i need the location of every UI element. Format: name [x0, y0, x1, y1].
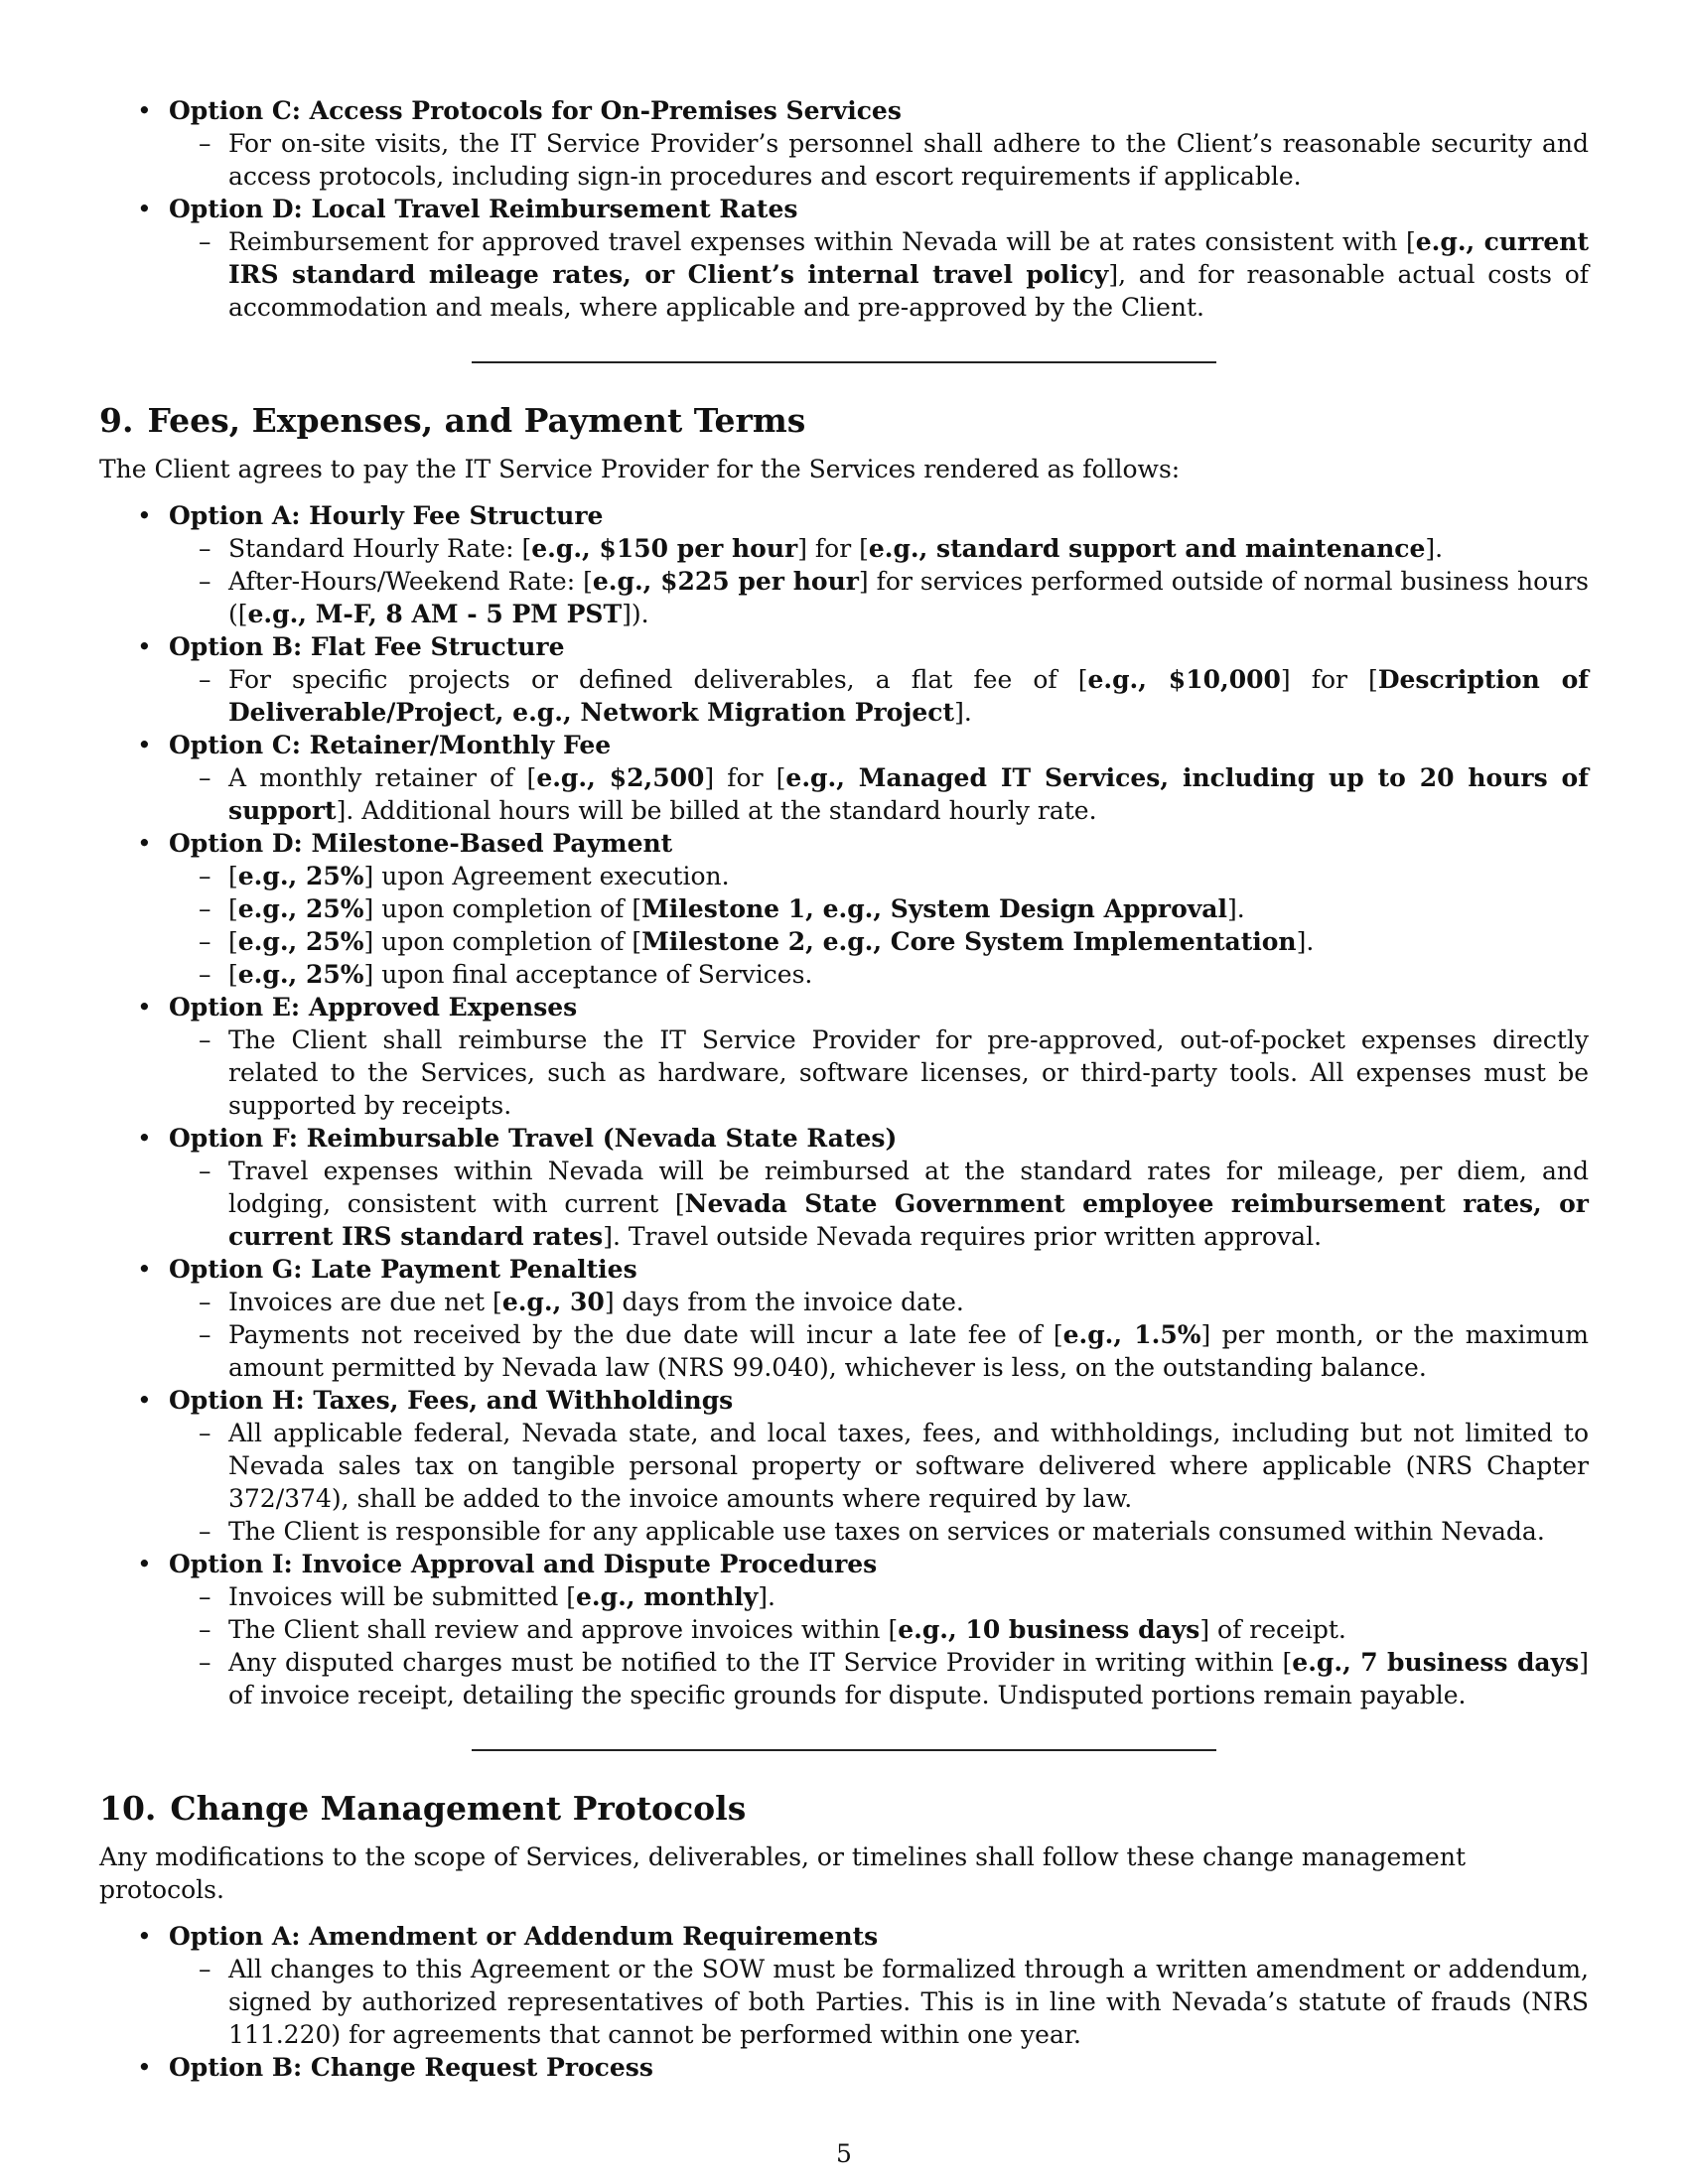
option-detail — [99, 1953, 1589, 2051]
detail-text: [ — [228, 862, 238, 890]
option-title: Option D: Local Travel Reimbursement Rates — [169, 195, 798, 223]
bullet-icon: • — [137, 993, 152, 1022]
option-title: Option H: Taxes, Fees, and Withholdings — [169, 1386, 734, 1415]
detail-text: Standard Hourly Rate: [ — [228, 534, 532, 563]
placeholder-text: e.g., 25% — [237, 960, 364, 989]
bullet-icon: • — [137, 1255, 152, 1284]
bullet-icon: • — [137, 829, 152, 858]
placeholder-text: e.g., 7 business days — [1292, 1648, 1580, 1677]
detail-text: ]). — [622, 600, 649, 628]
bullet-icon: • — [137, 1386, 152, 1415]
placeholder-text: e.g., 30 — [501, 1288, 605, 1316]
dash-icon: – — [199, 1582, 211, 1611]
option-item — [99, 630, 1589, 663]
detail-text: ] for services performed outside of normal business hours ([ — [228, 567, 1589, 628]
bullet-icon: • — [137, 1550, 152, 1578]
document-page — [99, 94, 1589, 2084]
bullet-icon: • — [137, 1922, 152, 1951]
detail-text: [ — [228, 894, 238, 923]
option-detail — [99, 1580, 1589, 1613]
placeholder-text: Milestone 1, e.g., System Design Approval — [641, 894, 1227, 923]
option-title: Option C: Retainer/Monthly Fee — [169, 731, 612, 759]
dash-icon: – — [199, 1517, 211, 1546]
detail-text: ] upon completion of [ — [363, 927, 642, 956]
option-item — [99, 1122, 1589, 1155]
option-detail — [99, 225, 1589, 324]
placeholder-text: e.g., 25% — [237, 927, 364, 956]
option-detail — [99, 958, 1589, 991]
section-9-number: 9. — [99, 401, 134, 440]
section-9-heading — [99, 399, 1589, 443]
detail-text: ]. — [1296, 927, 1315, 956]
dash-icon: – — [199, 534, 211, 563]
detail-text: ]. Additional hours will be billed at the standard hourly rate. — [336, 796, 1097, 825]
dash-icon: – — [199, 1320, 211, 1349]
placeholder-text: e.g., $150 per hour — [531, 534, 798, 563]
option-item — [99, 991, 1589, 1024]
option-title: Option F: Reimbursable Travel (Nevada State Rates) — [169, 1124, 898, 1153]
section-10-title: Change Management Protocols — [170, 1789, 747, 1828]
bullet-icon: • — [137, 2053, 152, 2082]
detail-text: After-Hours/Weekend Rate: [ — [228, 567, 593, 596]
option-item — [99, 729, 1589, 761]
dash-icon: – — [199, 227, 211, 256]
detail-text: ] days from the invoice date. — [604, 1288, 964, 1316]
detail-text: ] upon final acceptance of Services. — [363, 960, 813, 989]
option-title: Option B: Flat Fee Structure — [169, 632, 565, 661]
option-detail — [99, 127, 1589, 193]
option-item — [99, 827, 1589, 860]
option-item — [99, 1920, 1589, 1953]
detail-text: ], and for reasonable actual costs of accommodation and meals, where applicable and pre-approved by the Client. — [228, 260, 1589, 322]
option-detail — [99, 663, 1589, 729]
bullet-icon: • — [137, 731, 152, 759]
detail-text: ] for [ — [797, 534, 869, 563]
detail-text: For specific projects or defined deliverables, a flat fee of [ — [228, 665, 1088, 694]
detail-text: ]. — [1425, 534, 1444, 563]
option-detail — [99, 1515, 1589, 1548]
placeholder-text: e.g., $2,500 — [536, 763, 705, 792]
option-title: Option B: Change Request Process — [169, 2053, 653, 2082]
dash-icon: – — [199, 567, 211, 596]
section-divider — [472, 1749, 1216, 1751]
bullet-icon: • — [137, 501, 152, 530]
placeholder-text: e.g., $10,000 — [1087, 665, 1281, 694]
top-options-list — [99, 94, 1589, 324]
option-item — [99, 193, 1589, 225]
section-9-options-list — [99, 499, 1589, 1711]
placeholder-text: e.g., M-F, 8 AM - 5 PM PST — [247, 600, 623, 628]
option-detail — [99, 761, 1589, 827]
placeholder-text: Description of Deliverable/Project, e.g., Network Migration Project — [228, 665, 1590, 727]
placeholder-text: e.g., $225 per hour — [592, 567, 859, 596]
option-detail — [99, 892, 1589, 925]
option-item — [99, 1548, 1589, 1580]
option-detail — [99, 1024, 1589, 1122]
detail-text: ]. Travel outside Nevada requires prior written approval. — [603, 1222, 1323, 1251]
bullet-icon: • — [137, 195, 152, 223]
option-title: Option E: Approved Expenses — [169, 993, 578, 1022]
option-detail — [99, 532, 1589, 565]
option-title: Option I: Invoice Approval and Dispute Procedures — [169, 1550, 878, 1578]
dash-icon: – — [199, 1157, 211, 1185]
section-9-title: Fees, Expenses, and Payment Terms — [147, 401, 806, 440]
option-title: Option D: Milestone-Based Payment — [169, 829, 673, 858]
detail-text: Reimbursement for approved travel expenses within Nevada will be at rates consistent with [ — [228, 227, 1416, 256]
option-item — [99, 1253, 1589, 1286]
placeholder-text: e.g., monthly — [576, 1582, 759, 1611]
section-10-heading — [99, 1787, 1589, 1831]
detail-text: [ — [228, 927, 238, 956]
detail-text: Payments not received by the due date will incur a late fee of [ — [228, 1320, 1063, 1349]
detail-text: ] of receipt. — [1199, 1615, 1346, 1644]
option-detail — [99, 860, 1589, 892]
detail-text: The Client is responsible for any applicable use taxes on services or materials consumed within Nevada. — [228, 1517, 1545, 1546]
page-number: 5 — [836, 2139, 852, 2168]
placeholder-text: Milestone 2, e.g., Core System Implementation — [641, 927, 1297, 956]
detail-text: The Client shall reimburse the IT Service Provider for pre-approved, out-of-pocket expenses directly related to the Services, such as hardware, software licenses, or third-party tools. All expenses must be supported by receipts. — [228, 1025, 1589, 1120]
placeholder-text: e.g., 1.5% — [1062, 1320, 1201, 1349]
dash-icon: – — [199, 960, 211, 989]
dash-icon: – — [199, 665, 211, 694]
detail-text: [ — [228, 960, 238, 989]
dash-icon: – — [199, 763, 211, 792]
option-title: Option G: Late Payment Penalties — [169, 1255, 637, 1284]
placeholder-text: e.g., 25% — [237, 894, 364, 923]
dash-icon: – — [199, 927, 211, 956]
detail-text: Invoices will be submitted [ — [228, 1582, 577, 1611]
placeholder-text: e.g., 10 business days — [898, 1615, 1200, 1644]
dash-icon: – — [199, 1419, 211, 1447]
option-item — [99, 1384, 1589, 1417]
option-item — [99, 94, 1589, 127]
section-10-number: 10. — [99, 1789, 157, 1828]
placeholder-text: e.g., Managed IT Services, including up to 20 hours of support — [228, 763, 1589, 825]
section-10-intro: Any modifications to the scope of Services, deliverables, or timelines shall follow these change management protocols. — [99, 1843, 1466, 1904]
option-detail — [99, 1646, 1589, 1711]
detail-text: ]. — [758, 1582, 775, 1611]
option-detail — [99, 1318, 1589, 1384]
option-title: Option C: Access Protocols for On-Premises Services — [169, 96, 902, 125]
detail-text: ]. — [1227, 894, 1245, 923]
option-title: Option A: Amendment or Addendum Requirements — [169, 1922, 879, 1951]
detail-text: ] upon Agreement execution. — [363, 862, 730, 890]
section-10-options-list — [99, 1920, 1589, 2084]
bullet-icon: • — [137, 632, 152, 661]
detail-text: A monthly retainer of [ — [228, 763, 537, 792]
detail-text: ] of invoice receipt, detailing the specific grounds for dispute. Undisputed portions remain payable. — [228, 1648, 1589, 1709]
bullet-icon: • — [137, 96, 152, 125]
option-item — [99, 499, 1589, 532]
dash-icon: – — [199, 1955, 211, 1983]
detail-text: The Client shall review and approve invoices within [ — [228, 1615, 899, 1644]
detail-text: ]. — [954, 698, 972, 727]
option-detail — [99, 925, 1589, 958]
detail-text: Any disputed charges must be notified to the IT Service Provider in writing within [ — [228, 1648, 1293, 1677]
bullet-icon: • — [137, 1124, 152, 1153]
option-item — [99, 2051, 1589, 2084]
placeholder-text: Nevada State Government employee reimbursement rates, or current IRS standard rates — [228, 1189, 1589, 1251]
dash-icon: – — [199, 1615, 211, 1644]
detail-text: All applicable federal, Nevada state, and local taxes, fees, and withholdings, including but not limited to Nevada sales tax on tangible personal property or software delivered where applicable (NRS Chapter 372/374), shall be added to the invoice amounts where required by law. — [228, 1419, 1589, 1513]
dash-icon: – — [199, 1648, 211, 1677]
option-detail — [99, 1613, 1589, 1646]
placeholder-text: e.g., current IRS standard mileage rates, or Client’s internal travel policy — [228, 227, 1590, 289]
option-detail — [99, 565, 1589, 630]
dash-icon: – — [199, 862, 211, 890]
dash-icon: – — [199, 1288, 211, 1316]
option-title: Option A: Hourly Fee Structure — [169, 501, 604, 530]
section-9-intro: The Client agrees to pay the IT Service Provider for the Services rendered as follows: — [99, 455, 1181, 483]
detail-text: For on-site visits, the IT Service Provider’s personnel shall adhere to the Client’s reasonable security and access protocols, including sign-in procedures and escort requirements if applicable. — [228, 129, 1589, 191]
section-divider — [472, 361, 1216, 363]
detail-text: All changes to this Agreement or the SOW must be formalized through a written amendment or addendum, signed by authorized representatives of both Parties. This is in line with Nevada’s statute of frauds (NRS 111.220) for agreements that cannot be performed within one year. — [228, 1955, 1589, 2049]
detail-text: Travel expenses within Nevada will be reimbursed at the standard rates for mileage, per diem, and lodging, consistent with current [ — [228, 1157, 1589, 1218]
dash-icon: – — [199, 129, 211, 158]
detail-text: ] per month, or the maximum amount permitted by Nevada law (NRS 99.040), whichever is less, on the outstanding balance. — [228, 1320, 1589, 1382]
detail-text: ] upon completion of [ — [363, 894, 642, 923]
detail-text: ] for [ — [1280, 665, 1378, 694]
option-detail — [99, 1417, 1589, 1515]
option-detail — [99, 1155, 1589, 1253]
placeholder-text: e.g., standard support and maintenance — [868, 534, 1426, 563]
dash-icon: – — [199, 1025, 211, 1054]
option-detail — [99, 1286, 1589, 1318]
detail-text: ] for [ — [704, 763, 786, 792]
detail-text: Invoices are due net [ — [228, 1288, 502, 1316]
dash-icon: – — [199, 894, 211, 923]
placeholder-text: e.g., 25% — [237, 862, 364, 890]
